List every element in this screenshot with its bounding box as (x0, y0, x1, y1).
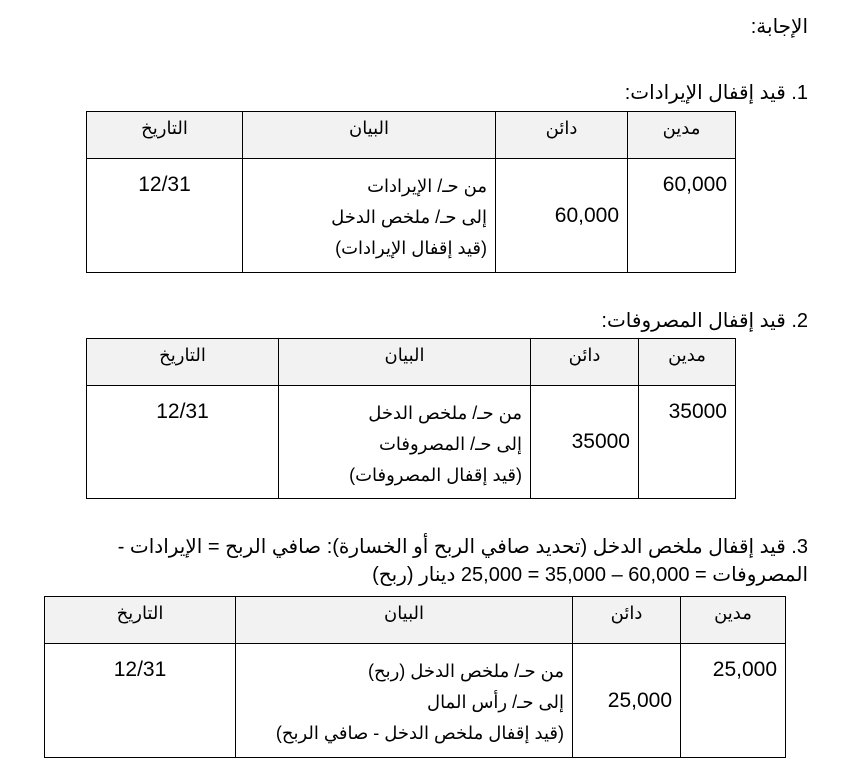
description-line: من حـ/ الإيرادات (367, 176, 487, 196)
debit-amount: 35000 (639, 386, 736, 499)
entry-date: 12/31 (87, 386, 279, 499)
header-date: التاريخ (87, 339, 279, 386)
header-credit: دائن (496, 112, 628, 159)
entry-description (279, 386, 531, 499)
description-line: (قيد إقفال المصروفات) (349, 465, 522, 485)
credit-amount: 25,000 (573, 644, 681, 758)
section-1-title: 1. قيد إقفال الإيرادات: (624, 82, 808, 104)
table-header-row (87, 339, 736, 386)
description-line: من حـ/ ملخص الدخل (ربح) (367, 661, 564, 681)
debit-amount: 60,000 (628, 159, 736, 273)
header-debit: مدين (628, 112, 736, 159)
section-2-title: 2. قيد إقفال المصروفات: (601, 310, 808, 332)
description-line: (قيد إقفال ملخص الدخل - صافي الربح) (275, 723, 564, 743)
entry-date: 12/31 (45, 644, 236, 758)
header-debit: مدين (681, 597, 786, 644)
description-line: من حـ/ ملخص الدخل (368, 403, 522, 423)
journal-table-2 (86, 338, 736, 499)
table-header-row (45, 597, 786, 644)
header-credit: دائن (573, 597, 681, 644)
table-row (45, 644, 786, 758)
credit-amount: 35000 (531, 386, 639, 499)
entry-date: 12/31 (87, 159, 243, 273)
debit-amount: 25,000 (681, 644, 786, 758)
header-debit: مدين (639, 339, 736, 386)
journal-table-1 (86, 111, 736, 273)
table-header-row (87, 112, 736, 159)
header-description: البيان (236, 597, 573, 644)
table-row (87, 159, 736, 273)
journal-table-3 (44, 596, 786, 758)
header-credit: دائن (531, 339, 639, 386)
header-description: البيان (279, 339, 531, 386)
entry-description (236, 644, 573, 758)
description-line: إلى حـ/ رأس المال (426, 692, 564, 712)
description-line: (قيد إقفال الإيرادات) (335, 238, 487, 258)
header-description: البيان (243, 112, 496, 159)
credit-amount: 60,000 (496, 159, 628, 273)
header-date: التاريخ (87, 112, 243, 159)
description-line: إلى حـ/ المصروفات (378, 434, 522, 454)
table-row (87, 386, 736, 499)
entry-description (243, 159, 496, 273)
header-date: التاريخ (45, 597, 236, 644)
description-line: إلى حـ/ ملخص الدخل (331, 207, 487, 227)
section-3-title: 3. قيد إقفال ملخص الدخل (تحديد صافي الربح أو الخسارة): صافي الربح = الإيرادات - المصروفات = 60,000 – 35,000 = 25,000 دينار (ربح) (117, 536, 808, 586)
answer-label: الإجابة: (750, 16, 808, 38)
